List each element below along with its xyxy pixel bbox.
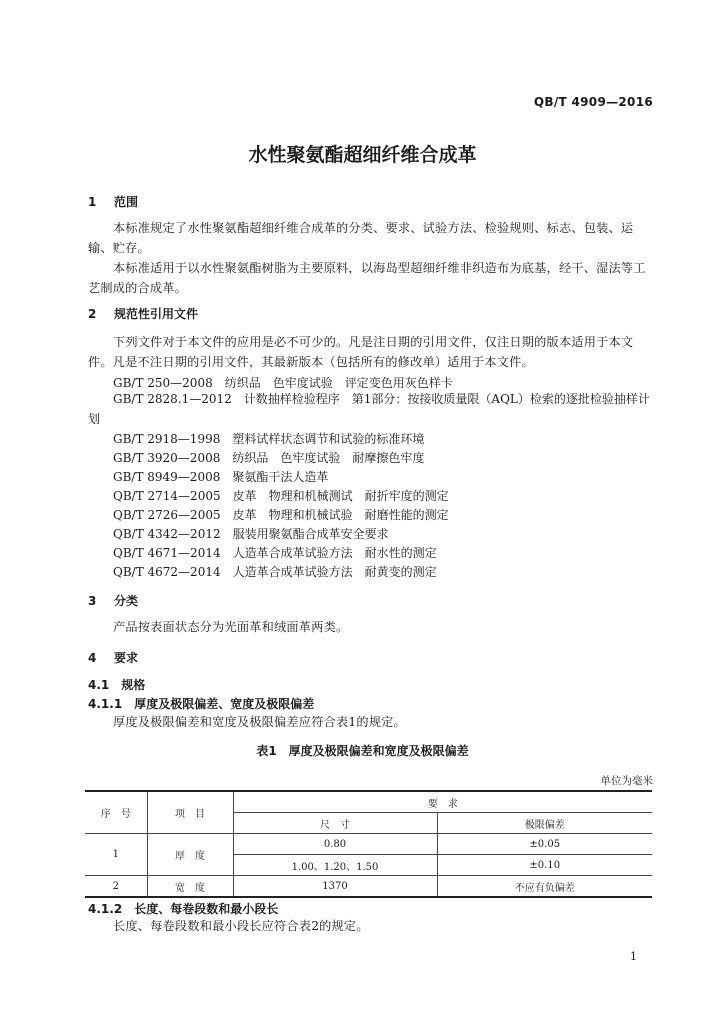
table-row: [85, 834, 652, 855]
reference-item: GB/T 8949—2008 聚氨酯干法人造革: [113, 470, 329, 484]
table-1: [85, 790, 652, 898]
section-4-1-1-paragraph: 厚度及极限偏差和宽度及极限偏差应符合表1的规定。: [113, 715, 406, 729]
section-3-paragraph-1: 产品按表面状态分为光面革和绒面革两类。: [113, 620, 349, 634]
section-4-1-1-heading: [88, 695, 314, 712]
section-2-paragraph-1: 下列文件对于本文件的应用是必不可少的。凡是注日期的引用文件，仅注日期的版本适用于本文件。凡是不注日期的引用文件，其最新版本（包括所有的修改单）适用于本文件。: [88, 335, 634, 369]
section-number: 1: [88, 195, 97, 209]
cell-seq: 2: [85, 876, 147, 898]
table-row: [85, 876, 652, 898]
reference-item: QB/T 4671—2014 人造革合成革试验方法 耐水性的测定: [113, 546, 437, 560]
reference-item: GB/T 2828.1—2012 计数抽样检验程序 第1部分：按接收质量限（AQL）检索的逐批检验抽样计划: [88, 392, 650, 426]
reference-item: GB/T 3920—2008 纺织品 色牢度试验 耐摩擦色牢度: [113, 451, 425, 465]
header-item: 项 目: [147, 791, 233, 834]
section-title: 要求: [114, 651, 139, 665]
section-title: 分类: [114, 594, 139, 608]
section-title: 范围: [114, 195, 139, 209]
section-number: 3: [88, 594, 97, 608]
header-requirement: 要 求: [233, 791, 652, 813]
header-size: 尺 寸: [233, 813, 437, 834]
reference-item: GB/T 2918—1998 塑料试样状态调节和试验的标准环境: [113, 432, 425, 446]
cell-seq: 1: [85, 834, 147, 876]
cell-item: 厚 度: [147, 834, 233, 876]
section-title: 规格: [121, 678, 146, 692]
section-4-1-heading: [88, 676, 145, 693]
cell-size: 0.80: [233, 834, 437, 855]
section-1-paragraph-1: 本标准规定了水性聚氨酯超细纤维合成革的分类、要求、试验方法、检验规则、标志、包装、运输、贮存。: [88, 221, 634, 255]
section-1-heading: [88, 193, 138, 210]
section-number: 4.1.1: [88, 697, 123, 711]
standard-number: QB/T 4909—2016: [533, 95, 653, 109]
page-number: 1: [630, 950, 637, 963]
reference-item: QB/T 4342—2012 服装用聚氨酯合成革安全要求: [113, 527, 389, 541]
section-1-paragraph-2: 本标准适用于以水性聚氨酯树脂为主要原料，以海岛型超细纤维非织造布为底基，经干、湿法等工艺制成的合成革。: [88, 261, 646, 295]
cell-size: 1.00、1.20、1.50: [233, 855, 437, 876]
reference-item: QB/T 4672—2014 人造革合成革试验方法 耐黄变的测定: [113, 565, 437, 579]
section-number: 4.1: [88, 678, 110, 692]
table-1-unit: 单位为毫米: [600, 775, 653, 787]
section-title: 规范性引用文件: [114, 307, 199, 321]
cell-size: 1370: [233, 876, 437, 898]
table-header-row: [85, 791, 652, 813]
cell-tolerance: ±0.10: [437, 855, 652, 876]
cell-tolerance: ±0.05: [437, 834, 652, 855]
section-number: 2: [88, 307, 97, 321]
reference-item: GB/T 250—2008 纺织品 色牢度试验 评定变色用灰色样卡: [113, 376, 453, 390]
cell-tolerance: 不应有负偏差: [437, 876, 652, 898]
section-title: 厚度及极限偏差、宽度及极限偏差: [134, 697, 315, 711]
reference-item: QB/T 2726—2005 皮革 物理和机械试验 耐磨性能的测定: [113, 508, 449, 522]
cell-item: 宽 度: [147, 876, 233, 898]
section-number: 4: [88, 651, 97, 665]
header-seq: 序 号: [85, 791, 147, 834]
section-number: 4.1.2: [88, 902, 123, 916]
section-4-1-2-paragraph: 长度、每卷段数和最小段长应符合表2的规定。: [113, 919, 369, 933]
section-2-heading: [88, 305, 198, 322]
section-title: 长度、每卷段数和最小段长: [134, 902, 279, 916]
section-4-1-2-heading: [88, 900, 278, 917]
reference-item: QB/T 2714—2005 皮革 物理和机械测试 耐折牢度的测定: [113, 489, 449, 503]
section-3-heading: [88, 592, 138, 609]
document-title: 水性聚氨酯超细纤维合成革: [248, 144, 477, 166]
section-4-heading: [88, 649, 138, 666]
table-1-caption: 表1 厚度及极限偏差和宽度及极限偏差: [256, 744, 469, 758]
header-tolerance: 极限偏差: [437, 813, 652, 834]
